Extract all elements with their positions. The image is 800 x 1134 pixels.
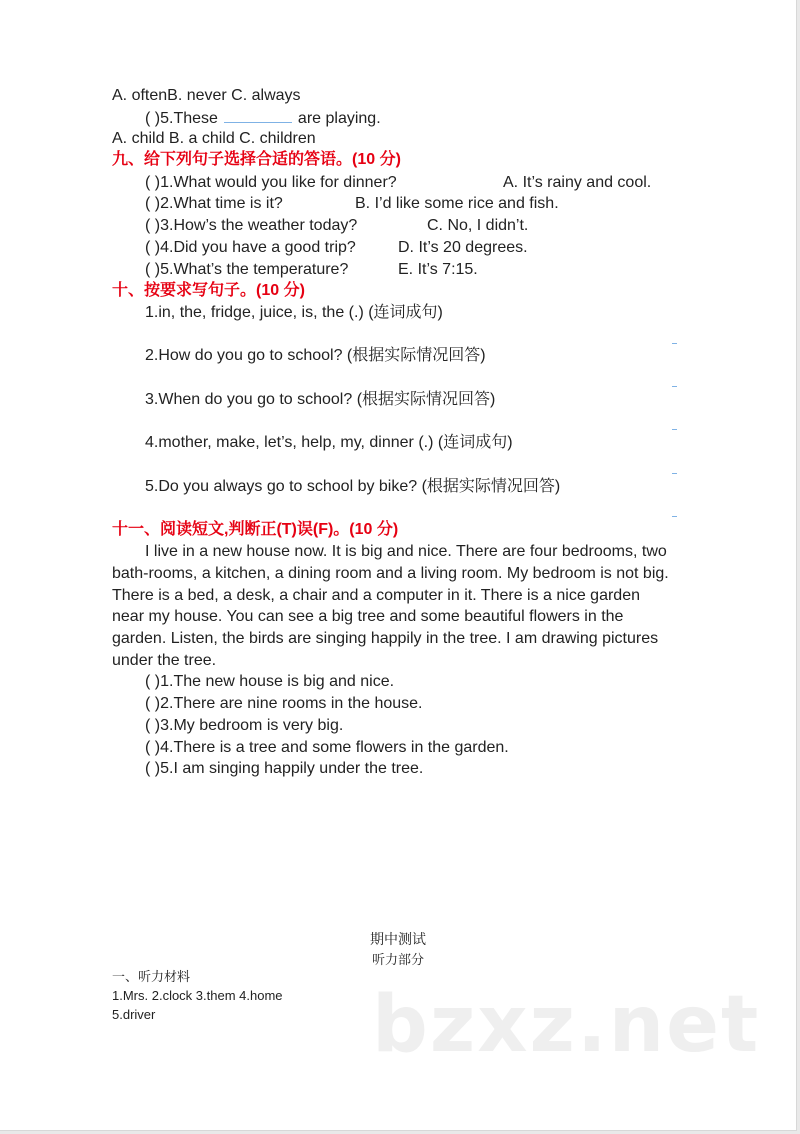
answer-key-line: 1.Mrs. 2.clock 3.them 4.home [112,988,283,1003]
answer-line-mark [672,429,677,430]
matching-answer: A. It’s rainy and cool. [503,174,652,191]
matching-answer: B. I’d like some rice and fish. [355,195,559,212]
writing-item: 3.When do you go to school? (根据实际情况回答) [145,391,496,408]
passage-line: under the tree. [112,652,217,669]
writing-item: 5.Do you always go to school by bike? (根据实际情况回答) [145,478,561,495]
answer-line-mark [672,473,677,474]
true-false-statement: ( )2.There are nine rooms in the house. [145,695,423,712]
section-11-title: 十一、阅读短文,判断正(T)误(F)。(10 分) [112,521,399,538]
answer-blank [224,108,292,123]
writing-item: 4.mother, make, let’s, help, my, dinner (.) (连词成句) [145,434,513,451]
answer-key-subtitle: 听力部分 [371,952,424,967]
question-5 [145,108,381,129]
passage-line: There is a bed, a desk, a chair and a computer in it. There is a nice garden [112,587,640,604]
true-false-statement: ( )4.There is a tree and some flowers in the garden. [145,739,509,756]
answer-key-line: 5.driver [112,1007,156,1022]
matching-answer: E. It’s 7:15. [398,261,478,278]
matching-question: ( )2.What time is it? [145,195,283,212]
question-5-options: A. child B. a child C. children [112,130,316,147]
writing-item: 1.in, the, fridge, juice, is, the (.) (连词成句) [145,304,443,321]
passage-line: I live in a new house now. It is big and nice. There are four bedrooms, two [145,543,667,560]
writing-item: 2.How do you go to school? (根据实际情况回答) [145,347,486,364]
answer-key-title: 期中测试 [370,931,426,947]
passage-line: garden. Listen, the birds are singing happily in the tree. I am drawing pictures [112,630,659,647]
passage-line: near my house. You can see a big tree and some beautiful flowers in the [112,608,624,625]
true-false-statement: ( )3.My bedroom is very big. [145,717,344,734]
passage-line: bath-rooms, a kitchen, a dining room and a living room. My bedroom is not big. [112,565,669,582]
true-false-statement: ( )5.I am singing happily under the tree. [145,760,424,777]
question-5-suffix: are playing. [297,110,381,127]
matching-question: ( )3.How’s the weather today? [145,217,358,234]
watermark: bzxz.net [372,980,761,1070]
matching-answer: C. No, I didn’t. [427,217,529,234]
answer-line-mark [672,386,677,387]
true-false-statement: ( )1.The new house is big and nice. [145,673,395,690]
section-10-title: 十、按要求写句子。(10 分) [112,282,305,299]
matching-question: ( )1.What would you like for dinner? [145,174,397,191]
answer-line-mark [672,516,677,517]
matching-answer: D. It’s 20 degrees. [398,239,528,256]
question-5-prefix: ( )5.These [145,110,218,127]
answer-key-section: 一、听力材料 [112,969,191,984]
question-4-options: A. oftenB. never C. always [112,87,301,104]
answer-line-mark [672,343,677,344]
matching-question: ( )5.What’s the temperature? [145,261,349,278]
matching-question: ( )4.Did you have a good trip? [145,239,356,256]
section-9-title: 九、给下列句子选择合适的答语。(10 分) [112,151,401,168]
